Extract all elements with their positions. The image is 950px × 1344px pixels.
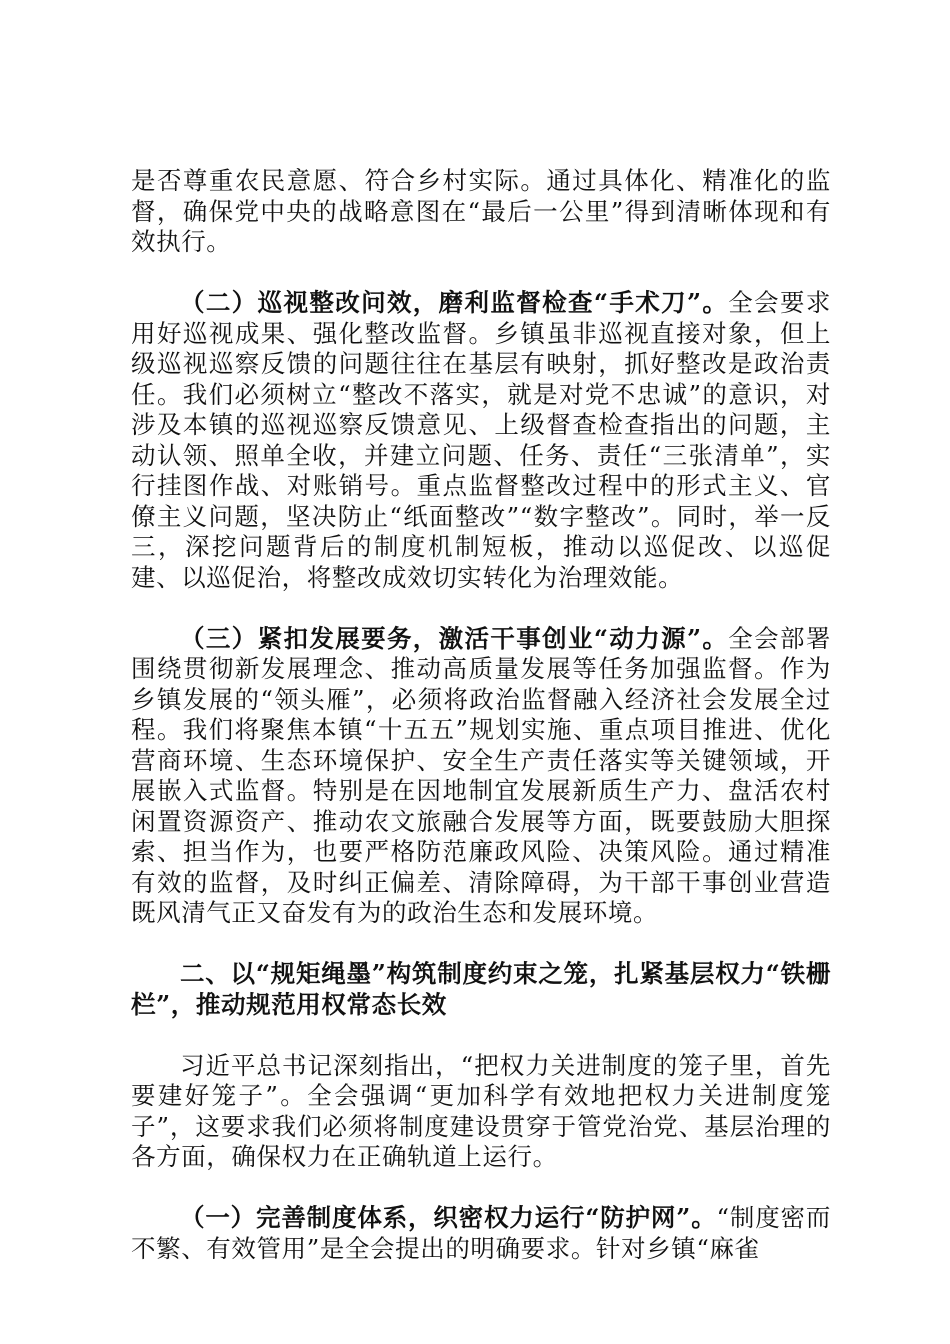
- subheading-inspection-rectification: （二）巡视整改问效，磨利监督检查“手术刀”。: [180, 288, 729, 317]
- paragraph-institution-system: [131, 1203, 831, 1264]
- subheading-development-supervision: （三）紧扣发展要务，激活干事创业“动力源”。: [180, 623, 729, 653]
- paragraph-spacer: [131, 593, 831, 624]
- document-page: [131, 166, 831, 1264]
- paragraph-spacer: [131, 1020, 831, 1051]
- paragraph-body: 全会要求用好巡视成果、强化整改监督。乡镇虽非巡视直接对象，但上级巡视巡察反馈的问题往往在基层有映射，抓好整改是政治责任。我们必须树立“整改不落实，就是对党不忠诚”的意识，对涉及本镇的巡视巡察反馈意见、上级督查检查指出的问题，主动认领、照单全收，并建立问题、任务、责任“三张清单”，实行挂图作战、对账销号。重点监督整改过程中的形式主义、官僚主义问题，坚决防止“纸面整改”“数字整改”。同时，举一反三，深挖问题背后的制度机制短板，推动以巡促改、以巡促建、以巡促治，将整改成效切实转化为治理效能。: [131, 288, 831, 592]
- paragraph-body: 全会部署围绕贯彻新发展理念、推动高质量发展等任务加强监督。作为乡镇发展的“领头雁”，必须将政治监督融入经济社会发展全过程。我们将聚焦本镇“十五五”规划实施、重点项目推进、优化营商环境、生态环境保护、安全生产责任落实等关键领域，开展嵌入式监督。特别是在因地制宜发展新质生产力、盘活农村闲置资源资产、推动农文旅融合发展等方面，既要鼓励大胆探索、担当作为，也要严格防范廉政风险、决策风险。通过精准有效的监督，及时纠正偏差、清除障碍，为干部干事创业营造既风清气正又奋发有为的政治生态和发展环境。: [131, 623, 831, 927]
- subheading-institution-system: （一）完善制度体系，织密权力运行“防护网”。: [180, 1203, 717, 1232]
- paragraph-body: “制度密而不繁、有效管用”是全会提出的明确要求。针对乡镇“麻雀: [131, 1203, 831, 1263]
- paragraph-power-cage: 习近平总书记深刻指出，“把权力关进制度的笼子里，首先要建好笼子”。全会强调“更加科学有效地把权力关进制度笼子”，这要求我们必须将制度建设贯穿于管党治党、基层治理的各方面，确保权力在正确轨道上运行。: [131, 1050, 831, 1171]
- paragraph-spacer: [131, 258, 831, 289]
- section-heading-2: 二、以“规矩绳墨”构筑制度约束之笼，扎紧基层权力“铁栅栏”，推动规范用权常态长效: [131, 959, 831, 1019]
- paragraph-spacer: [131, 1173, 831, 1204]
- paragraph-inspection-rectification: [131, 288, 831, 593]
- paragraph-spacer: [131, 929, 831, 960]
- paragraph-development-supervision: [131, 624, 831, 929]
- paragraph-continuation: 是否尊重农民意愿、符合乡村实际。通过具体化、精准化的监督，确保党中央的战略意图在“最后一公里”得到清晰体现和有效执行。: [131, 166, 831, 256]
